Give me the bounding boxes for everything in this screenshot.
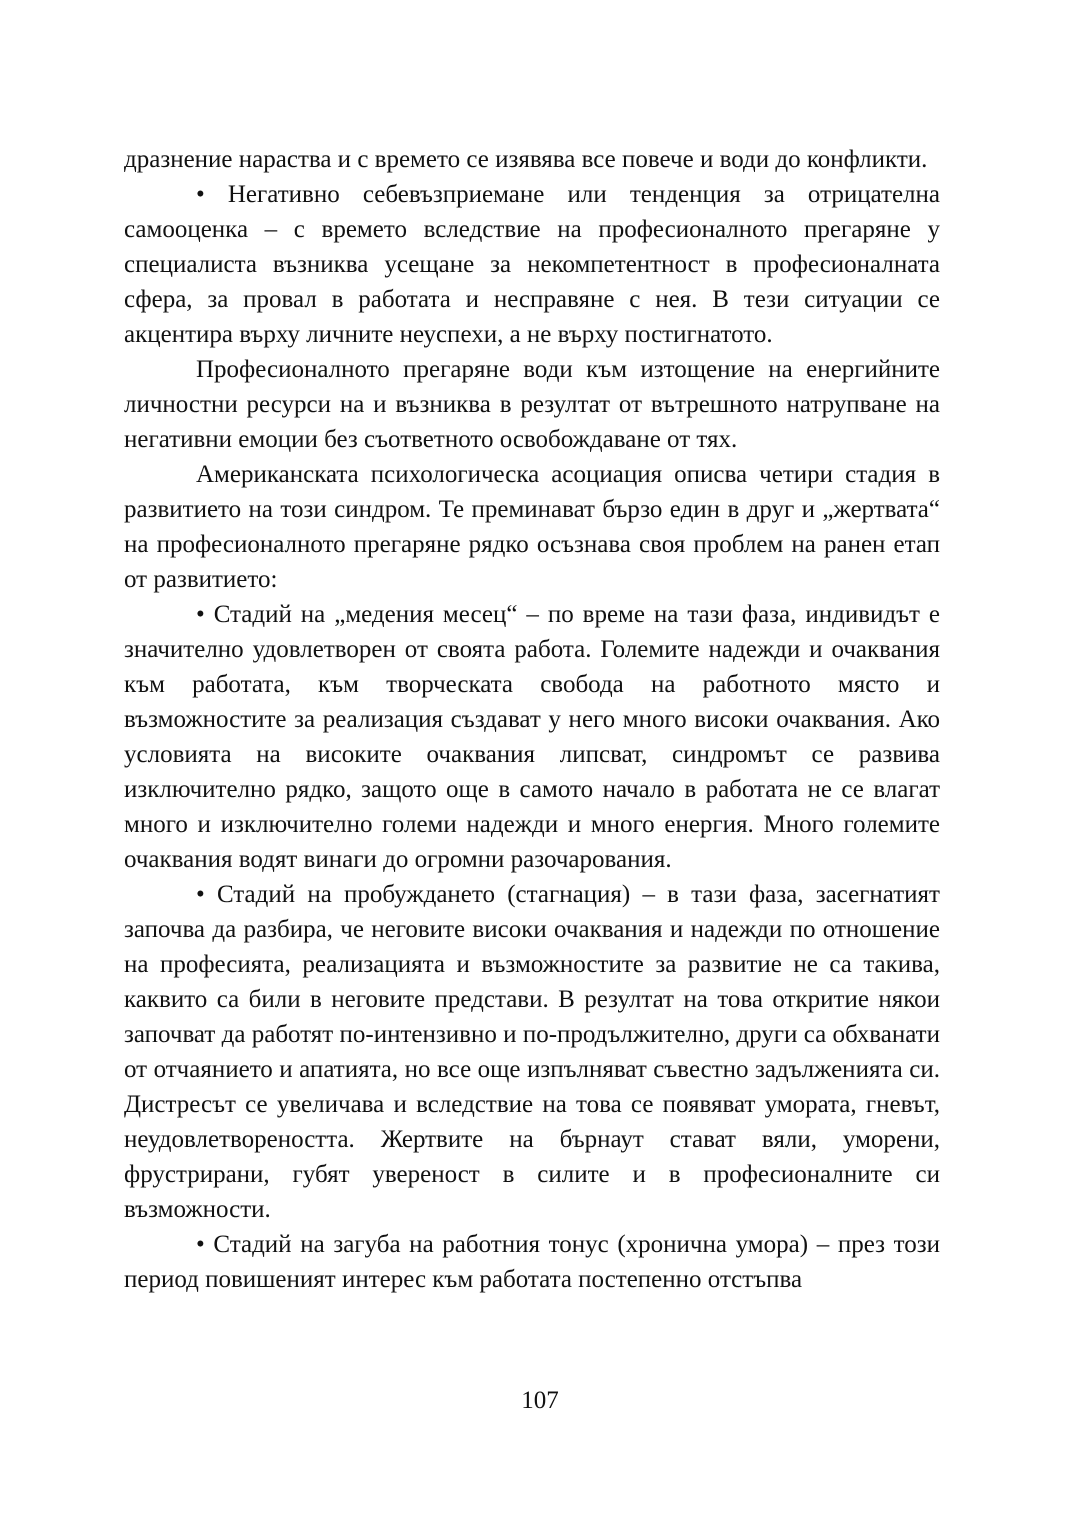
paragraph-continuation: дразнение нараства и с времето се изявява все повече и води до конфликти. bbox=[124, 146, 928, 173]
paragraph-honeymoon-stage: • Стадий на „медения месец“ – по време на тази фаза, индивидът е значително удовлетворен от своята работа. Големите надежди и очаквания към работата, към творческата свобода на работното място и възможностите за реализация създават у него много високи очаквания. Ако условията на високите очаквания липсват, синдромът се развива изключително рядко, защото още в самото начало в работата не се влагат много и изключително големи надежди и много енергия. Много големите очаквания водят винаги до огромни разочарования. bbox=[124, 601, 940, 873]
paragraph-chronic-fatigue-stage: • Стадий на загуба на работния тонус (хронична умора) – през този период повишеният интерес към работата постепенно отстъпва bbox=[124, 1231, 940, 1293]
paragraph-awakening-stage: • Стадий на пробуждането (стагнация) – в тази фаза, засегнатият започва да разбира, че неговите високи очаквания и надежди по отношение на професията, реализацията и възможностите за развитие не са такива, каквито са били в неговите представи. В резултат на това откритие някои започват да работят по-интензивно и по-продължително, други са обхванати от отчаянието и апатията, но все още изпълняват съвестно задълженията си. Дистресът се увеличава и вследствие на това се появяват умората, гневът, неудовлетвореността. Жертвите на бърнаут стават вяли, уморени, фрустрирани, губят увереност в силите и в професионалните си възможности. bbox=[124, 881, 940, 1223]
paragraph-negative-self-perception: • Негативно себевъзприемане или тенденция за отрицателна самооценка – с времето вследствие на професионалното прегаряне у специалиста възниква усещане за некомпетентност в професионалната сфера, за провал в работата и несправяне с нея. В тези ситуации се акцентира върху личните неуспехи, а не върху постигнатото. bbox=[124, 181, 940, 348]
page-body-text bbox=[124, 142, 940, 1297]
page-number: 107 bbox=[521, 1387, 559, 1414]
paragraph-apa-stages-intro: Американската психологическа асоциация описва четири стадия в развитието на този синдром. Те преминават бързо един в друг и „жертвата“ на професионалното прегаряне рядко осъзнава своя проблем на ранен етап от развитието: bbox=[124, 461, 940, 593]
paragraph-burnout-exhaustion: Професионалното прегаряне води към изтощение на енергийните личностни ресурси на и възниква в резултат от вътрешното натрупване на негативни емоции без съответното освобождаване от тях. bbox=[124, 356, 940, 453]
